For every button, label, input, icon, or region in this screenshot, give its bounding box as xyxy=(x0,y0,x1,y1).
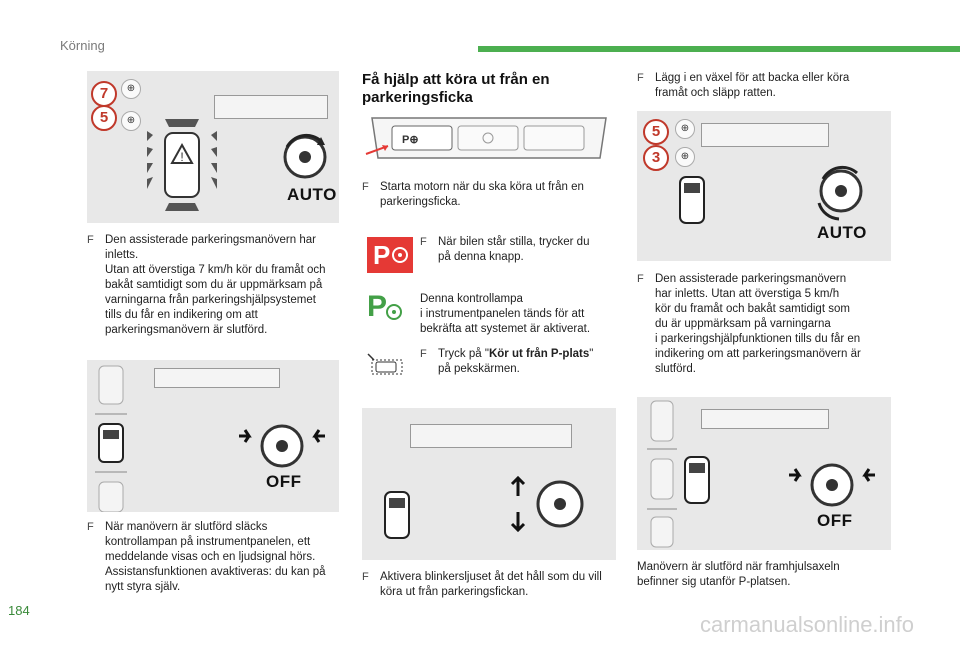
section-title: Körning xyxy=(60,38,105,53)
parked-cars-icon xyxy=(647,399,717,549)
figure-parking-auto-7kmh xyxy=(87,71,339,223)
instruction-paragraph xyxy=(87,520,339,595)
instruction-paragraph xyxy=(420,347,616,377)
sensor-icon: ⊕ xyxy=(675,147,695,167)
park-assist-button-icon xyxy=(367,237,413,273)
sensor-icon: ⊕ xyxy=(121,79,141,99)
console-buttons-illustration xyxy=(362,112,616,164)
text-line: kör du framåt och bakåt samtidigt som xyxy=(655,303,850,315)
car-sensors-icon xyxy=(147,115,217,215)
instruction-paragraph xyxy=(637,71,891,101)
callout-number: 7 xyxy=(91,81,117,107)
text-span: Tryck på " xyxy=(438,348,489,360)
text-line: Assistansfunktionen avaktiveras: du kan på xyxy=(105,566,326,578)
text-line: När manövern är slutförd släcks xyxy=(105,521,268,533)
sensor-icon: ⊕ xyxy=(675,119,695,139)
display-screen xyxy=(701,123,829,147)
auto-label: AUTO xyxy=(287,185,337,204)
exit-parking-touch-icon xyxy=(366,352,406,378)
text-line: i instrumentpanelen tänds för att xyxy=(420,308,585,320)
car-icon xyxy=(382,490,412,540)
heading-line: parkeringsficka xyxy=(362,89,473,106)
text-line: Den assisterade parkeringsmanövern har xyxy=(105,234,316,246)
auto-label: AUTO xyxy=(817,223,867,242)
text-line: bekräfta att systemet är aktiverat. xyxy=(420,323,591,335)
page-number: 184 xyxy=(8,603,30,618)
touch-button-name: Kör ut från P-plats xyxy=(488,348,590,360)
steering-wheel-off-icon xyxy=(237,420,327,476)
text-line: bakåt samtidigt som du är uppmärksam på xyxy=(105,279,323,291)
text-line xyxy=(438,347,616,362)
figure-parking-off-right xyxy=(637,397,891,550)
off-label: OFF xyxy=(817,511,853,530)
text-line: slutförd. xyxy=(655,363,696,375)
display-screen xyxy=(154,368,280,388)
display-screen xyxy=(701,409,829,429)
text-line: köra ut från parkeringsfickan. xyxy=(380,586,529,598)
figure-parking-off-left xyxy=(87,360,339,512)
text-line: framåt och släpp ratten. xyxy=(655,87,776,99)
figure-exit-parking xyxy=(362,408,616,560)
instruction-paragraph xyxy=(637,272,891,377)
indicator-lamp-icon xyxy=(367,290,387,324)
steering-wheel-icon xyxy=(811,161,871,223)
text-line: kontrollampan på instrumentpanelen, ett xyxy=(105,536,311,548)
text-line: När bilen står stilla, trycker du xyxy=(438,236,590,248)
text-line: nytt styra själv. xyxy=(105,581,181,593)
text-line: du är uppmärksam på varningarna xyxy=(655,318,831,330)
text-line: befinner sig utanför P-platsen. xyxy=(637,576,791,588)
text-line: meddelande visas och en ljudsignal hörs. xyxy=(105,551,316,563)
steering-wheel-green-icon xyxy=(385,303,403,321)
text-span: " xyxy=(589,348,594,360)
svg-text:P⊕: P⊕ xyxy=(402,134,419,146)
instruction-paragraph xyxy=(87,233,339,338)
steering-wheel-off-icon xyxy=(787,459,877,515)
text-line: varningarna från parkeringshjälpsystemet xyxy=(105,294,316,306)
text-line: Aktivera blinkersljuset åt det håll som du vill xyxy=(380,571,602,583)
bullet-icon: F xyxy=(420,348,427,360)
bullet-icon: F xyxy=(362,181,369,193)
text-line: Denna kontrollampa xyxy=(420,293,523,305)
text-line: Utan att överstiga 7 km/h kör du framåt och xyxy=(105,264,326,276)
lamp-description xyxy=(420,292,616,337)
text-line: indikering om att parkeringsmanövern är xyxy=(655,348,861,360)
bullet-icon: F xyxy=(362,571,369,583)
text-line: har inletts. Utan att överstiga 5 km/h xyxy=(655,288,840,300)
section-accent-bar xyxy=(478,46,960,52)
car-icon xyxy=(677,175,707,225)
callout-number: 5 xyxy=(643,119,669,145)
text-line: Den assisterade parkeringsmanövern xyxy=(655,273,847,285)
icon-letter: P xyxy=(373,240,391,270)
callout-number: 5 xyxy=(91,105,117,131)
icon-letter: P xyxy=(367,290,388,323)
figure-parking-auto-5kmh xyxy=(637,111,891,261)
text-line: i parkeringshjälpfunktionen tills du får en xyxy=(655,333,861,345)
conclusion-paragraph xyxy=(637,560,891,590)
instruction-paragraph xyxy=(362,570,616,600)
text-line: inletts. xyxy=(105,249,139,261)
bullet-icon: F xyxy=(637,273,644,285)
bullet-icon: F xyxy=(87,521,94,533)
text-line: Manövern är slutförd när framhjulsaxeln xyxy=(637,561,840,573)
callout-number: 3 xyxy=(643,145,669,171)
display-screen xyxy=(214,95,328,119)
steering-wheel-icon xyxy=(277,129,333,185)
bullet-icon: F xyxy=(637,72,644,84)
bullet-icon: F xyxy=(87,234,94,246)
svg-text:!: ! xyxy=(180,150,184,164)
instruction-paragraph xyxy=(362,180,616,210)
instruction-paragraph xyxy=(420,235,616,265)
text-line: parkeringsficka. xyxy=(380,196,461,208)
heading-line: Få hjälp att köra ut från en xyxy=(362,71,550,88)
text-line: tills du får en indikering om att xyxy=(105,309,258,321)
sensor-icon: ⊕ xyxy=(121,111,141,131)
text-line: på denna knapp. xyxy=(438,251,524,263)
text-line: på pekskärmen. xyxy=(438,363,520,375)
text-line: Starta motorn när du ska köra ut från en xyxy=(380,181,584,193)
bullet-icon: F xyxy=(420,236,427,248)
steering-wheel-left-right-icon xyxy=(510,476,600,532)
off-label: OFF xyxy=(266,472,302,491)
display-screen xyxy=(410,424,572,448)
parked-cars-icon xyxy=(93,364,129,512)
text-line: Lägg i en växel för att backa eller köra xyxy=(655,72,850,84)
steering-wheel-icon xyxy=(391,246,409,264)
watermark: carmanualsonline.info xyxy=(700,612,915,637)
section-heading xyxy=(362,71,602,107)
text-line: parkeringsmanövern är slutförd. xyxy=(105,324,268,336)
